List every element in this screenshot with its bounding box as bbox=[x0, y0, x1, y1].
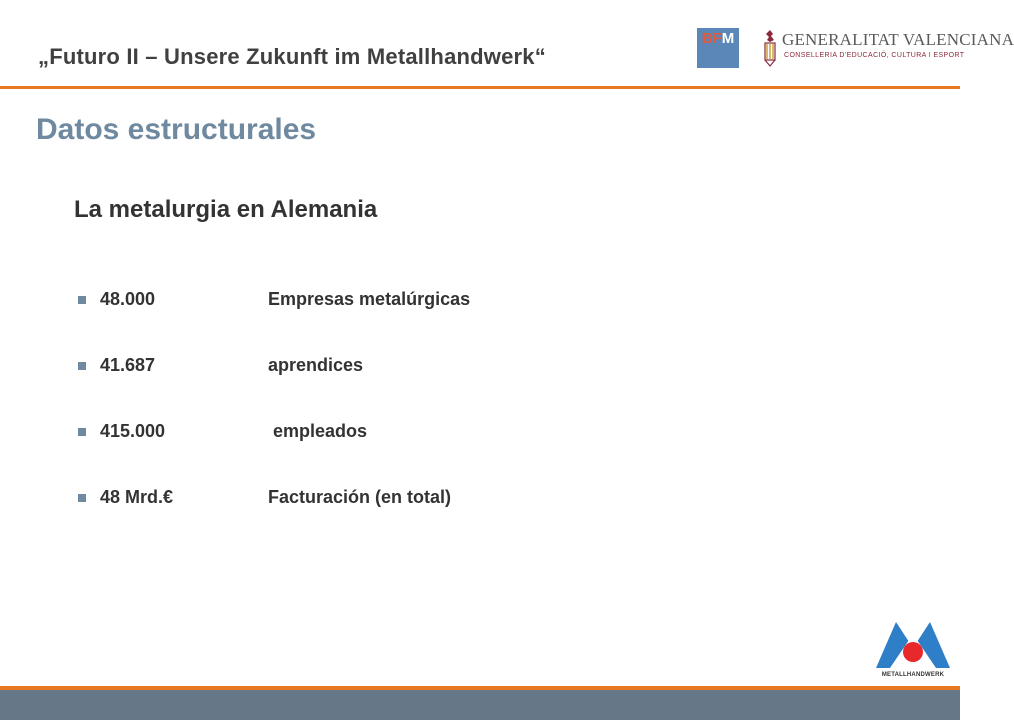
stat-item bbox=[78, 487, 678, 553]
generalitat-emblem-icon bbox=[760, 28, 780, 68]
header-divider bbox=[0, 86, 960, 89]
slide-title: Datos estructurales bbox=[36, 113, 317, 146]
square-bullet-icon bbox=[78, 428, 86, 436]
metallhandwerk-emblem-icon bbox=[870, 612, 956, 672]
square-bullet-icon bbox=[78, 362, 86, 370]
stat-label: Empresas metalúrgicas bbox=[268, 289, 471, 309]
square-bullet-icon bbox=[78, 494, 86, 502]
stat-item bbox=[78, 355, 678, 421]
stat-label: Facturación (en total) bbox=[268, 487, 452, 507]
footer-band bbox=[0, 690, 960, 720]
slide-subtitle: La metalurgia en Alemania bbox=[74, 196, 378, 223]
metallhandwerk-logo-caption: METALLHANDWERK bbox=[881, 672, 945, 678]
bfm-logo-letter-b: B bbox=[701, 30, 713, 47]
stat-value: 48.000 bbox=[100, 289, 156, 309]
generalitat-logo-name: GENERALITAT VALENCIANA bbox=[782, 30, 1014, 49]
header-title: „Futuro II – Unsere Zukunft im Metallhandwerk“ bbox=[38, 44, 546, 69]
generalitat-logo-subtitle: CONSELLERIA D'EDUCACIÓ, CULTURA I ESPORT bbox=[784, 52, 965, 59]
stats-list bbox=[78, 289, 678, 553]
stat-value: 48 Mrd.€ bbox=[100, 487, 174, 507]
stat-value: 415.000 bbox=[100, 421, 166, 441]
stat-label: aprendices bbox=[268, 355, 364, 375]
bfm-logo-letter-f: F bbox=[712, 30, 722, 47]
bfm-logo-letter-m: M bbox=[721, 30, 735, 47]
stat-label: empleados bbox=[268, 421, 368, 441]
metallhandwerk-logo bbox=[870, 612, 956, 682]
square-bullet-icon bbox=[78, 296, 86, 304]
bfm-logo bbox=[697, 28, 739, 68]
stat-item bbox=[78, 421, 678, 487]
stat-value: 41.687 bbox=[100, 355, 156, 375]
stat-item bbox=[78, 289, 678, 355]
